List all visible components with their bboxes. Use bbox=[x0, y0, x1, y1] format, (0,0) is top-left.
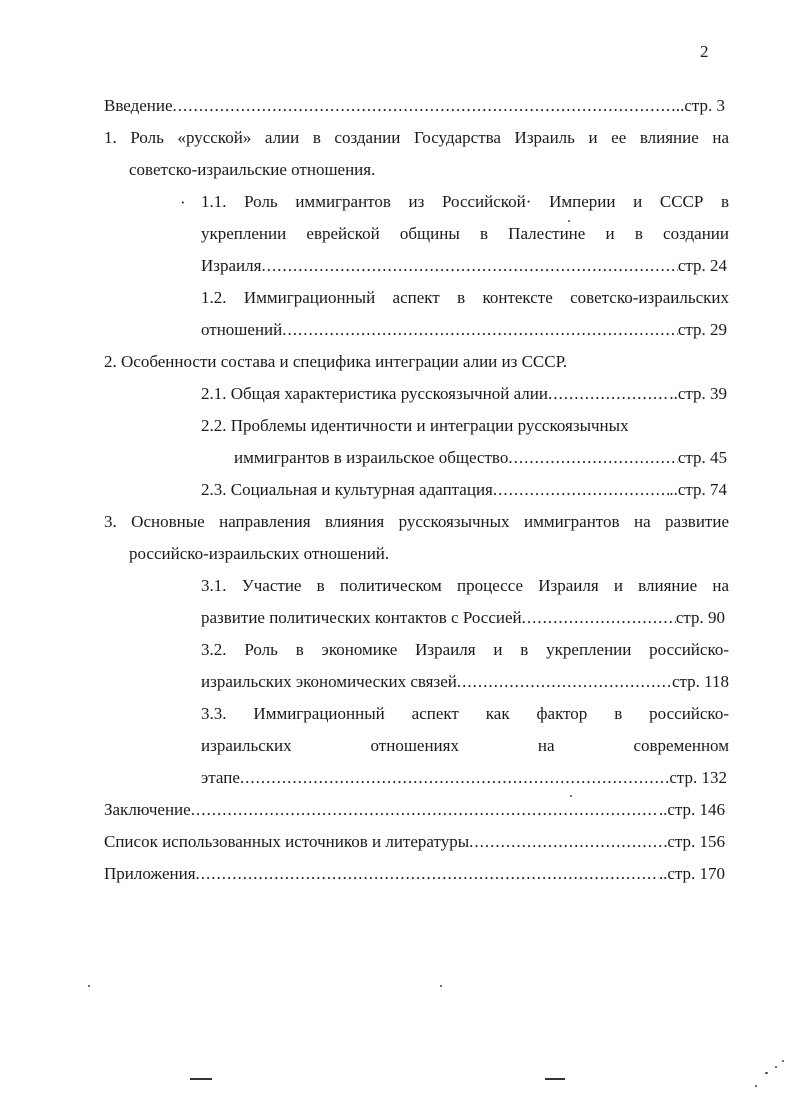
scan-speck bbox=[440, 985, 442, 987]
toc-chapter-3-title-cont: российско-израильских отношений. bbox=[129, 544, 390, 563]
leader-dots bbox=[508, 445, 677, 471]
toc-section-1-1-end: Израиля ..... стр. 24 bbox=[201, 253, 727, 279]
scan-dash bbox=[190, 1078, 212, 1080]
toc-chapter-2-title[interactable]: 2. Особенности состава и специфика интеграции алии из СССР. bbox=[104, 352, 568, 371]
leader-dots bbox=[493, 477, 669, 503]
toc-section-3-1[interactable]: 3.1. Участие в политическом процессе Израиля и влияние на bbox=[201, 576, 729, 595]
toc-section-2-1[interactable]: 2.1. Общая характеристика русскоязычной алии ..... ..стр. 39 bbox=[201, 381, 727, 407]
toc-section-3-3-cont: израильских отношениях на современном bbox=[201, 736, 729, 755]
toc-section-3-1-end: развитие политических контактов с Россией ..... стр. 90 bbox=[201, 605, 725, 631]
leader-dots bbox=[457, 669, 672, 695]
leader-dots bbox=[522, 605, 676, 631]
toc-section-1-1[interactable]: 1.1. Роль иммигрантов из Российской· Империи и СССР в bbox=[201, 192, 729, 211]
stray-mark: · bbox=[180, 193, 186, 212]
toc-entry-intro[interactable]: Введение ..... ..стр. 3 bbox=[104, 93, 725, 119]
toc-entry-conclusion[interactable]: Заключение ..... ..стр. 146 bbox=[104, 797, 725, 823]
toc-section-2-2[interactable]: 2.2. Проблемы идентичности и интеграции русскоязычных bbox=[201, 416, 629, 435]
toc-section-3-3[interactable]: 3.3. Иммиграционный аспект как фактор в российско- bbox=[201, 704, 729, 723]
page-number: 2 bbox=[700, 42, 709, 61]
leader-dots bbox=[469, 829, 667, 855]
scan-speck bbox=[570, 795, 572, 797]
toc-section-1-2[interactable]: 1.2. Иммиграционный аспект в контексте советско-израильских bbox=[201, 288, 729, 307]
leader-dots bbox=[548, 381, 669, 407]
leader-dots bbox=[282, 317, 678, 343]
toc-chapter-3-title[interactable]: 3. Основные направления влияния русскоязычных иммигрантов на развитие bbox=[104, 512, 729, 531]
scan-speck bbox=[782, 1060, 784, 1062]
toc-section-1-1-cont: укреплении еврейской общины в Палестине и в создании bbox=[201, 224, 729, 243]
toc-chapter-1-title[interactable]: 1. Роль «русской» алии в создании Государства Израиль и ее влияние на bbox=[104, 128, 729, 147]
toc-entry-appendix[interactable]: Приложения ..... ..стр. 170 bbox=[104, 861, 725, 887]
scan-speck bbox=[765, 1072, 768, 1074]
toc-section-3-2[interactable]: 3.2. Роль в экономике Израиля и в укреплении российско- bbox=[201, 640, 729, 659]
toc-section-2-2-end: иммигрантов в израильское общество ..... стр. 45 bbox=[234, 445, 727, 471]
leader-dots bbox=[173, 93, 676, 119]
leader-dots bbox=[240, 765, 669, 791]
scan-speck bbox=[755, 1085, 757, 1087]
toc-section-2-3[interactable]: 2.3. Социальная и культурная адаптация ..... ..стр. 74 bbox=[201, 477, 727, 503]
leader-dots bbox=[196, 861, 659, 887]
scan-dash bbox=[545, 1078, 565, 1080]
leader-dots bbox=[191, 797, 659, 823]
scan-speck bbox=[568, 220, 570, 222]
toc-chapter-1-title-cont: советско-израильские отношения. bbox=[129, 160, 376, 179]
toc-section-3-2-end: израильских экономических связей ..... стр. 118 bbox=[201, 669, 729, 695]
scan-speck bbox=[88, 985, 90, 987]
toc-section-3-3-end: этапе ..... стр. 132 bbox=[201, 765, 727, 791]
scan-speck bbox=[775, 1066, 777, 1068]
toc-section-1-2-end: отношений ..... стр. 29 bbox=[201, 317, 727, 343]
toc-entry-sources[interactable]: Список использованных источников и литературы ..... стр. 156 bbox=[104, 829, 725, 855]
leader-dots bbox=[261, 253, 677, 279]
